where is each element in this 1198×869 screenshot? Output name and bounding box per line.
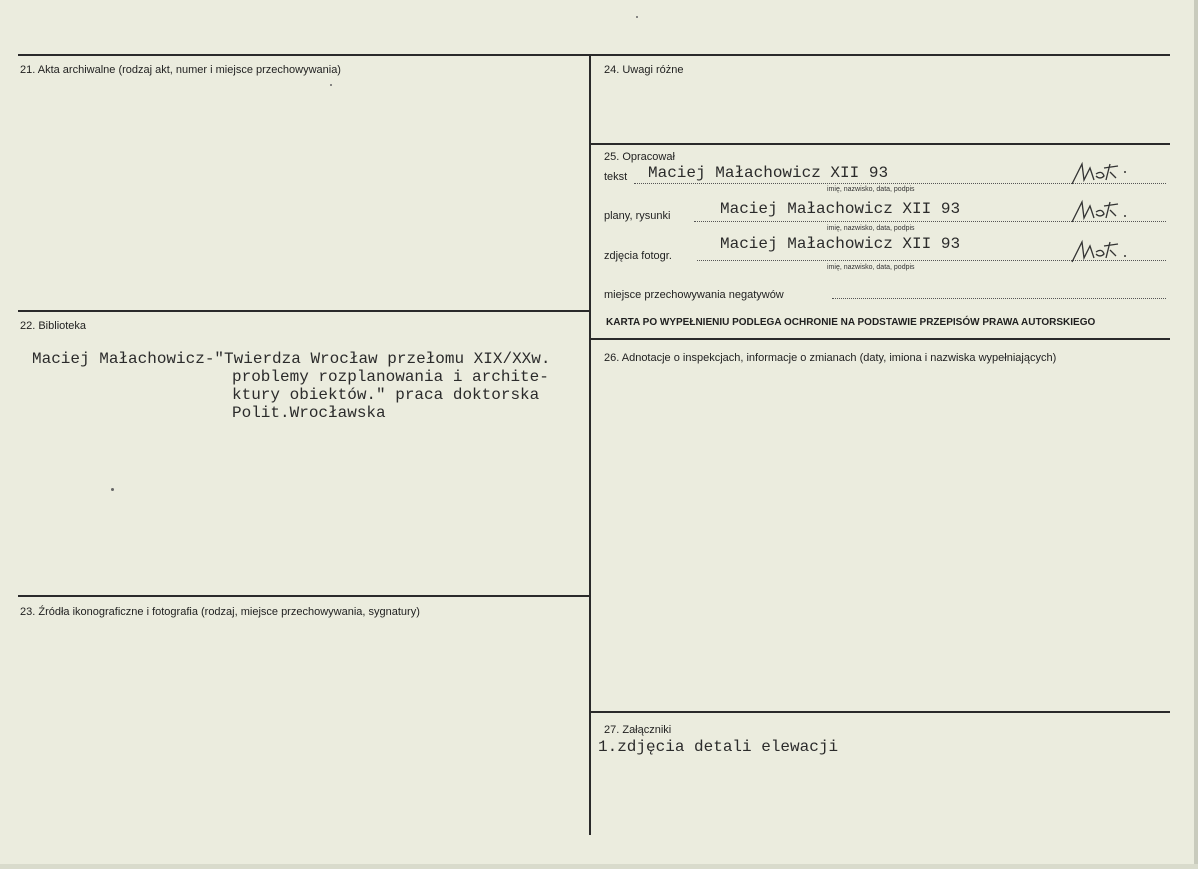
photos-author-value: Maciej Małachowicz XII 93 (720, 235, 961, 253)
negatives-line (832, 298, 1166, 299)
signature-image (1068, 236, 1128, 266)
field-caption: imię, nazwisko, data, podpis (827, 186, 915, 193)
paper-speck (111, 488, 114, 491)
plans-author-value: Maciej Małachowicz XII 93 (720, 200, 961, 218)
card-edge (0, 864, 1198, 869)
library-entry-line: ktury obiektów." praca doktorska (232, 386, 540, 404)
rule-26-27 (591, 711, 1170, 713)
copyright-notice: KARTA PO WYPEŁNIENIU PODLEGA OCHRONIE NA PODSTAWIE PRZEPISÓW PRAWA AUTORSKIEGO (606, 317, 1096, 328)
photos-author-label: zdjęcia fotogr. (604, 250, 672, 262)
section-27-label: 27. Załączniki (604, 724, 672, 736)
rule-24-25 (591, 143, 1170, 145)
signature-image (1068, 158, 1128, 188)
text-author-label: tekst (604, 171, 628, 183)
rule-25-26 (591, 338, 1170, 340)
section-22-label: 22. Biblioteka (20, 320, 87, 332)
rule-21-22 (18, 310, 589, 312)
section-25-label: 25. Opracował (604, 151, 675, 163)
library-entry-line: problemy rozplanowania i archite- (232, 368, 549, 386)
library-entry-line: Polit.Wrocławska (232, 404, 386, 422)
section-24-label: 24. Uwagi różne (604, 64, 684, 76)
card-edge (1194, 0, 1198, 869)
plans-author-label: plany, rysunki (604, 210, 671, 222)
paper-speck (330, 84, 332, 86)
section-21-label: 21. Akta archiwalne (rodzaj akt, numer i miejsce przechowywania) (20, 64, 341, 76)
section-26-label: 26. Adnotacje o inspekcjach, informacje o zmianach (daty, imiona i nazwiska wypełniających) (604, 352, 1057, 364)
top-rule (18, 54, 1170, 56)
paper-speck (636, 16, 638, 18)
signature-image (1068, 196, 1128, 226)
field-caption: imię, nazwisko, data, podpis (827, 225, 915, 232)
rule-22-23 (18, 595, 589, 597)
field-caption: imię, nazwisko, data, podpis (827, 264, 915, 271)
attachments-entry: 1.zdjęcia detali elewacji (598, 738, 839, 756)
section-23-label: 23. Źródła ikonograficzne i fotografia (rodzaj, miejsce przechowywania, sygnatury) (20, 606, 420, 618)
text-author-value: Maciej Małachowicz XII 93 (648, 164, 889, 182)
column-divider (589, 54, 591, 835)
library-entry-line: Maciej Małachowicz-"Twierdza Wrocław przełomu XIX/XXw. (32, 350, 551, 368)
negatives-label: miejsce przechowywania negatywów (604, 289, 784, 301)
